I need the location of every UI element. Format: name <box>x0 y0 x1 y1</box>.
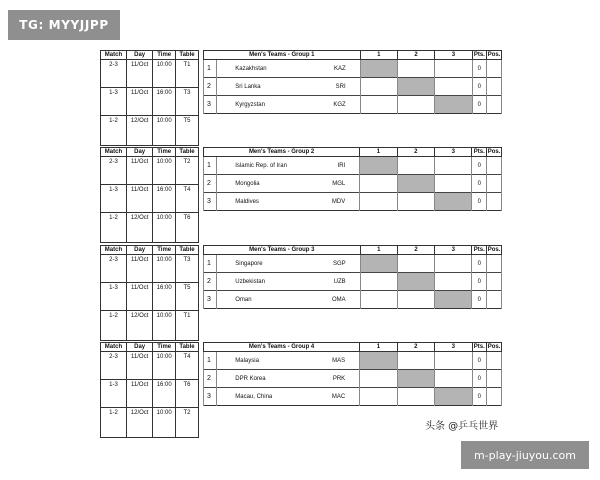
schedule-match: 2-3 <box>101 157 127 185</box>
schedule-row <box>101 157 199 185</box>
result-column-header: 3 <box>435 246 472 255</box>
team-rank: 2 <box>204 175 217 193</box>
schedule-time: 10:00 <box>153 157 176 185</box>
result-column-header: 3 <box>435 148 472 157</box>
schedule-match: 1-2 <box>101 311 127 341</box>
result-column-header: 1 <box>360 343 397 352</box>
schedule-day: 12/Oct <box>126 213 152 243</box>
team-code: IRI <box>319 157 360 175</box>
self-match-cell <box>435 388 472 406</box>
team-name: Oman <box>217 291 320 309</box>
self-match-cell <box>360 352 397 370</box>
schedule-table: T2 <box>176 157 199 185</box>
schedule-match: 2-3 <box>101 352 127 380</box>
schedule-match: 2-3 <box>101 60 127 88</box>
points-header: Pts. <box>473 149 485 155</box>
schedule-header: Time <box>153 246 176 255</box>
position-header: Pos. <box>487 247 501 253</box>
result-cell <box>360 370 397 388</box>
schedule-time: 10:00 <box>153 311 176 341</box>
self-match-cell <box>435 96 472 114</box>
result-cell <box>397 193 434 211</box>
result-cell <box>360 388 397 406</box>
schedule-header: Match <box>101 343 127 352</box>
team-row <box>204 175 502 193</box>
result-cell <box>435 60 472 78</box>
result-column-header: 2 <box>397 343 434 352</box>
schedule-header: Match <box>101 51 127 60</box>
team-row <box>204 370 502 388</box>
self-match-cell <box>435 291 472 309</box>
result-cell <box>360 273 397 291</box>
team-points: 0 <box>472 96 487 114</box>
schedule-match: 1-3 <box>101 283 127 311</box>
schedule-header: Time <box>153 148 176 157</box>
schedule-header: Day <box>126 246 152 255</box>
result-cell <box>397 96 434 114</box>
team-code: MDV <box>319 193 360 211</box>
schedule-time: 10:00 <box>153 352 176 380</box>
result-column-header: 3 <box>435 51 472 60</box>
position-header: Pos. <box>487 52 501 58</box>
schedule-time: 10:00 <box>153 60 176 88</box>
team-row <box>204 352 502 370</box>
result-cell <box>397 60 434 78</box>
team-position <box>487 273 502 291</box>
schedule-day: 11/Oct <box>126 185 152 213</box>
schedule-header: Day <box>126 343 152 352</box>
team-position <box>487 78 502 96</box>
team-points: 0 <box>472 291 487 309</box>
team-row <box>204 273 502 291</box>
result-cell <box>397 255 434 273</box>
self-match-cell <box>435 193 472 211</box>
schedule-day: 11/Oct <box>126 380 152 408</box>
schedule-header: Match <box>101 148 127 157</box>
group-title: Men's Teams - Group 1 <box>204 51 361 60</box>
schedule-day: 11/Oct <box>126 352 152 380</box>
team-code: KGZ <box>320 96 361 114</box>
self-match-cell <box>397 175 434 193</box>
team-points: 0 <box>472 255 487 273</box>
schedule-match: 1-2 <box>101 213 127 243</box>
team-rank: 3 <box>204 193 217 211</box>
result-column-header: 2 <box>397 148 434 157</box>
schedule-day: 11/Oct <box>126 157 152 185</box>
team-points: 0 <box>472 193 487 211</box>
team-rank: 2 <box>204 273 217 291</box>
team-position <box>487 96 502 114</box>
group-title: Men's Teams - Group 3 <box>204 246 361 255</box>
schedule-time: 10:00 <box>153 116 176 146</box>
team-points: 0 <box>472 352 487 370</box>
team-points: 0 <box>472 370 487 388</box>
schedule-time: 16:00 <box>153 283 176 311</box>
schedule-time: 10:00 <box>153 213 176 243</box>
team-name: Sri Lanka <box>217 78 320 96</box>
standings-table <box>203 245 502 309</box>
schedule-time: 10:00 <box>153 255 176 283</box>
result-cell <box>435 175 472 193</box>
team-name: Malaysia <box>217 352 319 370</box>
schedule-row <box>101 255 199 283</box>
team-points: 0 <box>472 60 487 78</box>
result-column-header: 2 <box>397 246 434 255</box>
result-column-header: 1 <box>360 51 397 60</box>
schedule-row <box>101 88 199 116</box>
schedule-table: T5 <box>176 283 199 311</box>
schedule-day: 12/Oct <box>126 408 152 438</box>
schedule-match: 1-2 <box>101 408 127 438</box>
group-title: Men's Teams - Group 2 <box>204 148 360 157</box>
team-row <box>204 60 502 78</box>
schedule-table <box>100 147 199 243</box>
team-rank: 1 <box>204 157 217 175</box>
standings-table <box>203 50 502 114</box>
schedule-header: Table <box>176 343 199 352</box>
team-rank: 1 <box>204 352 217 370</box>
schedule-table: T6 <box>176 213 199 243</box>
team-rank: 2 <box>204 78 217 96</box>
schedule-match: 1-3 <box>101 88 127 116</box>
schedule-day: 12/Oct <box>126 116 152 146</box>
self-match-cell <box>360 60 397 78</box>
schedule-table: T1 <box>176 60 199 88</box>
team-name: Maldives <box>217 193 319 211</box>
schedule-row <box>101 408 199 438</box>
self-match-cell <box>397 273 434 291</box>
team-name: Kyrgyzstan <box>217 96 320 114</box>
team-code: MAS <box>319 352 360 370</box>
self-match-cell <box>360 157 397 175</box>
team-name: Kazakhstan <box>217 60 320 78</box>
schedule-table <box>100 50 199 146</box>
schedule-header: Time <box>153 51 176 60</box>
credit-watermark: 头条 @乒乓世界 <box>425 421 499 432</box>
points-header: Pts. <box>473 247 485 253</box>
team-points: 0 <box>472 388 487 406</box>
team-position <box>487 60 502 78</box>
team-rank: 1 <box>204 255 217 273</box>
schedule-row <box>101 311 199 341</box>
self-match-cell <box>360 255 397 273</box>
result-cell <box>397 388 434 406</box>
result-cell <box>360 291 397 309</box>
team-name: Islamic Rep. of Iran <box>217 157 319 175</box>
schedule-header: Table <box>176 246 199 255</box>
team-row <box>204 193 502 211</box>
result-cell <box>435 370 472 388</box>
schedule-match: 1-2 <box>101 116 127 146</box>
team-name: Mongolia <box>217 175 319 193</box>
result-column-header: 1 <box>360 148 397 157</box>
schedule-table: T5 <box>176 116 199 146</box>
schedule-table <box>100 245 199 341</box>
team-row <box>204 388 502 406</box>
team-position <box>487 255 502 273</box>
schedule-row <box>101 116 199 146</box>
team-code: UZB <box>319 273 360 291</box>
team-row <box>204 291 502 309</box>
team-code: SRI <box>320 78 361 96</box>
team-row <box>204 78 502 96</box>
schedule-row <box>101 352 199 380</box>
team-name: Uzbekistan <box>217 273 320 291</box>
position-header: Pos. <box>487 344 501 350</box>
group-title: Men's Teams - Group 4 <box>204 343 360 352</box>
schedule-day: 12/Oct <box>126 311 152 341</box>
result-cell <box>397 352 434 370</box>
schedule-table: T2 <box>176 408 199 438</box>
self-match-cell <box>397 370 434 388</box>
schedule-table: T4 <box>176 185 199 213</box>
team-position <box>487 388 502 406</box>
schedule-row <box>101 283 199 311</box>
team-row <box>204 255 502 273</box>
schedule-table: T4 <box>176 352 199 380</box>
schedule-header: Match <box>101 246 127 255</box>
result-cell <box>397 157 434 175</box>
schedule-day: 11/Oct <box>126 255 152 283</box>
result-column-header: 1 <box>360 246 397 255</box>
result-cell <box>435 352 472 370</box>
schedule-table: T6 <box>176 380 199 408</box>
team-rank: 3 <box>204 388 217 406</box>
team-code: PRK <box>319 370 360 388</box>
team-row <box>204 157 502 175</box>
schedule-time: 16:00 <box>153 185 176 213</box>
team-rank: 2 <box>204 370 217 388</box>
schedule-table: T3 <box>176 255 199 283</box>
schedule-day: 11/Oct <box>126 88 152 116</box>
team-points: 0 <box>472 157 487 175</box>
schedule-match: 1-3 <box>101 185 127 213</box>
team-position <box>487 370 502 388</box>
watermark-top: TG: MYYJJPP <box>8 10 120 40</box>
team-points: 0 <box>472 273 487 291</box>
schedule-time: 16:00 <box>153 88 176 116</box>
standings-table <box>203 342 502 406</box>
schedule-day: 11/Oct <box>126 60 152 88</box>
team-name: Macau, China <box>217 388 319 406</box>
standings-table <box>203 147 502 211</box>
schedule-row <box>101 213 199 243</box>
team-code: KAZ <box>320 60 361 78</box>
team-position <box>487 291 502 309</box>
schedule-match: 1-3 <box>101 380 127 408</box>
schedule-header: Time <box>153 343 176 352</box>
schedule-header: Table <box>176 51 199 60</box>
schedule-row <box>101 380 199 408</box>
team-position <box>487 175 502 193</box>
schedule-time: 10:00 <box>153 408 176 438</box>
team-name: Singapore <box>217 255 320 273</box>
schedule-time: 16:00 <box>153 380 176 408</box>
schedule-table: T1 <box>176 311 199 341</box>
schedule-header: Table <box>176 148 199 157</box>
result-cell <box>435 273 472 291</box>
schedule-row <box>101 185 199 213</box>
points-header: Pts. <box>473 344 485 350</box>
result-column-header: 2 <box>397 51 434 60</box>
team-code: SGP <box>319 255 360 273</box>
schedule-header: Day <box>126 51 152 60</box>
team-code: MAC <box>319 388 360 406</box>
team-position <box>487 157 502 175</box>
team-code: OMA <box>319 291 360 309</box>
team-points: 0 <box>472 78 487 96</box>
schedule-match: 2-3 <box>101 255 127 283</box>
result-cell <box>435 78 472 96</box>
schedule-day: 11/Oct <box>126 283 152 311</box>
result-cell <box>397 291 434 309</box>
self-match-cell <box>397 78 434 96</box>
team-points: 0 <box>472 175 487 193</box>
team-rank: 1 <box>204 60 217 78</box>
result-cell <box>360 175 397 193</box>
schedule-row <box>101 60 199 88</box>
team-rank: 3 <box>204 96 217 114</box>
schedule-table: T3 <box>176 88 199 116</box>
team-position <box>487 193 502 211</box>
position-header: Pos. <box>487 149 501 155</box>
team-rank: 3 <box>204 291 217 309</box>
result-cell <box>435 157 472 175</box>
result-cell <box>360 193 397 211</box>
schedule-header: Day <box>126 148 152 157</box>
team-position <box>487 352 502 370</box>
team-code: MGL <box>319 175 360 193</box>
result-cell <box>360 78 397 96</box>
team-name: DPR Korea <box>217 370 319 388</box>
team-row <box>204 96 502 114</box>
result-cell <box>435 255 472 273</box>
points-header: Pts. <box>473 52 485 58</box>
watermark-bottom: m-play-jiuyou.com <box>461 441 589 469</box>
result-cell <box>360 96 397 114</box>
result-column-header: 3 <box>435 343 472 352</box>
schedule-table <box>100 342 199 438</box>
